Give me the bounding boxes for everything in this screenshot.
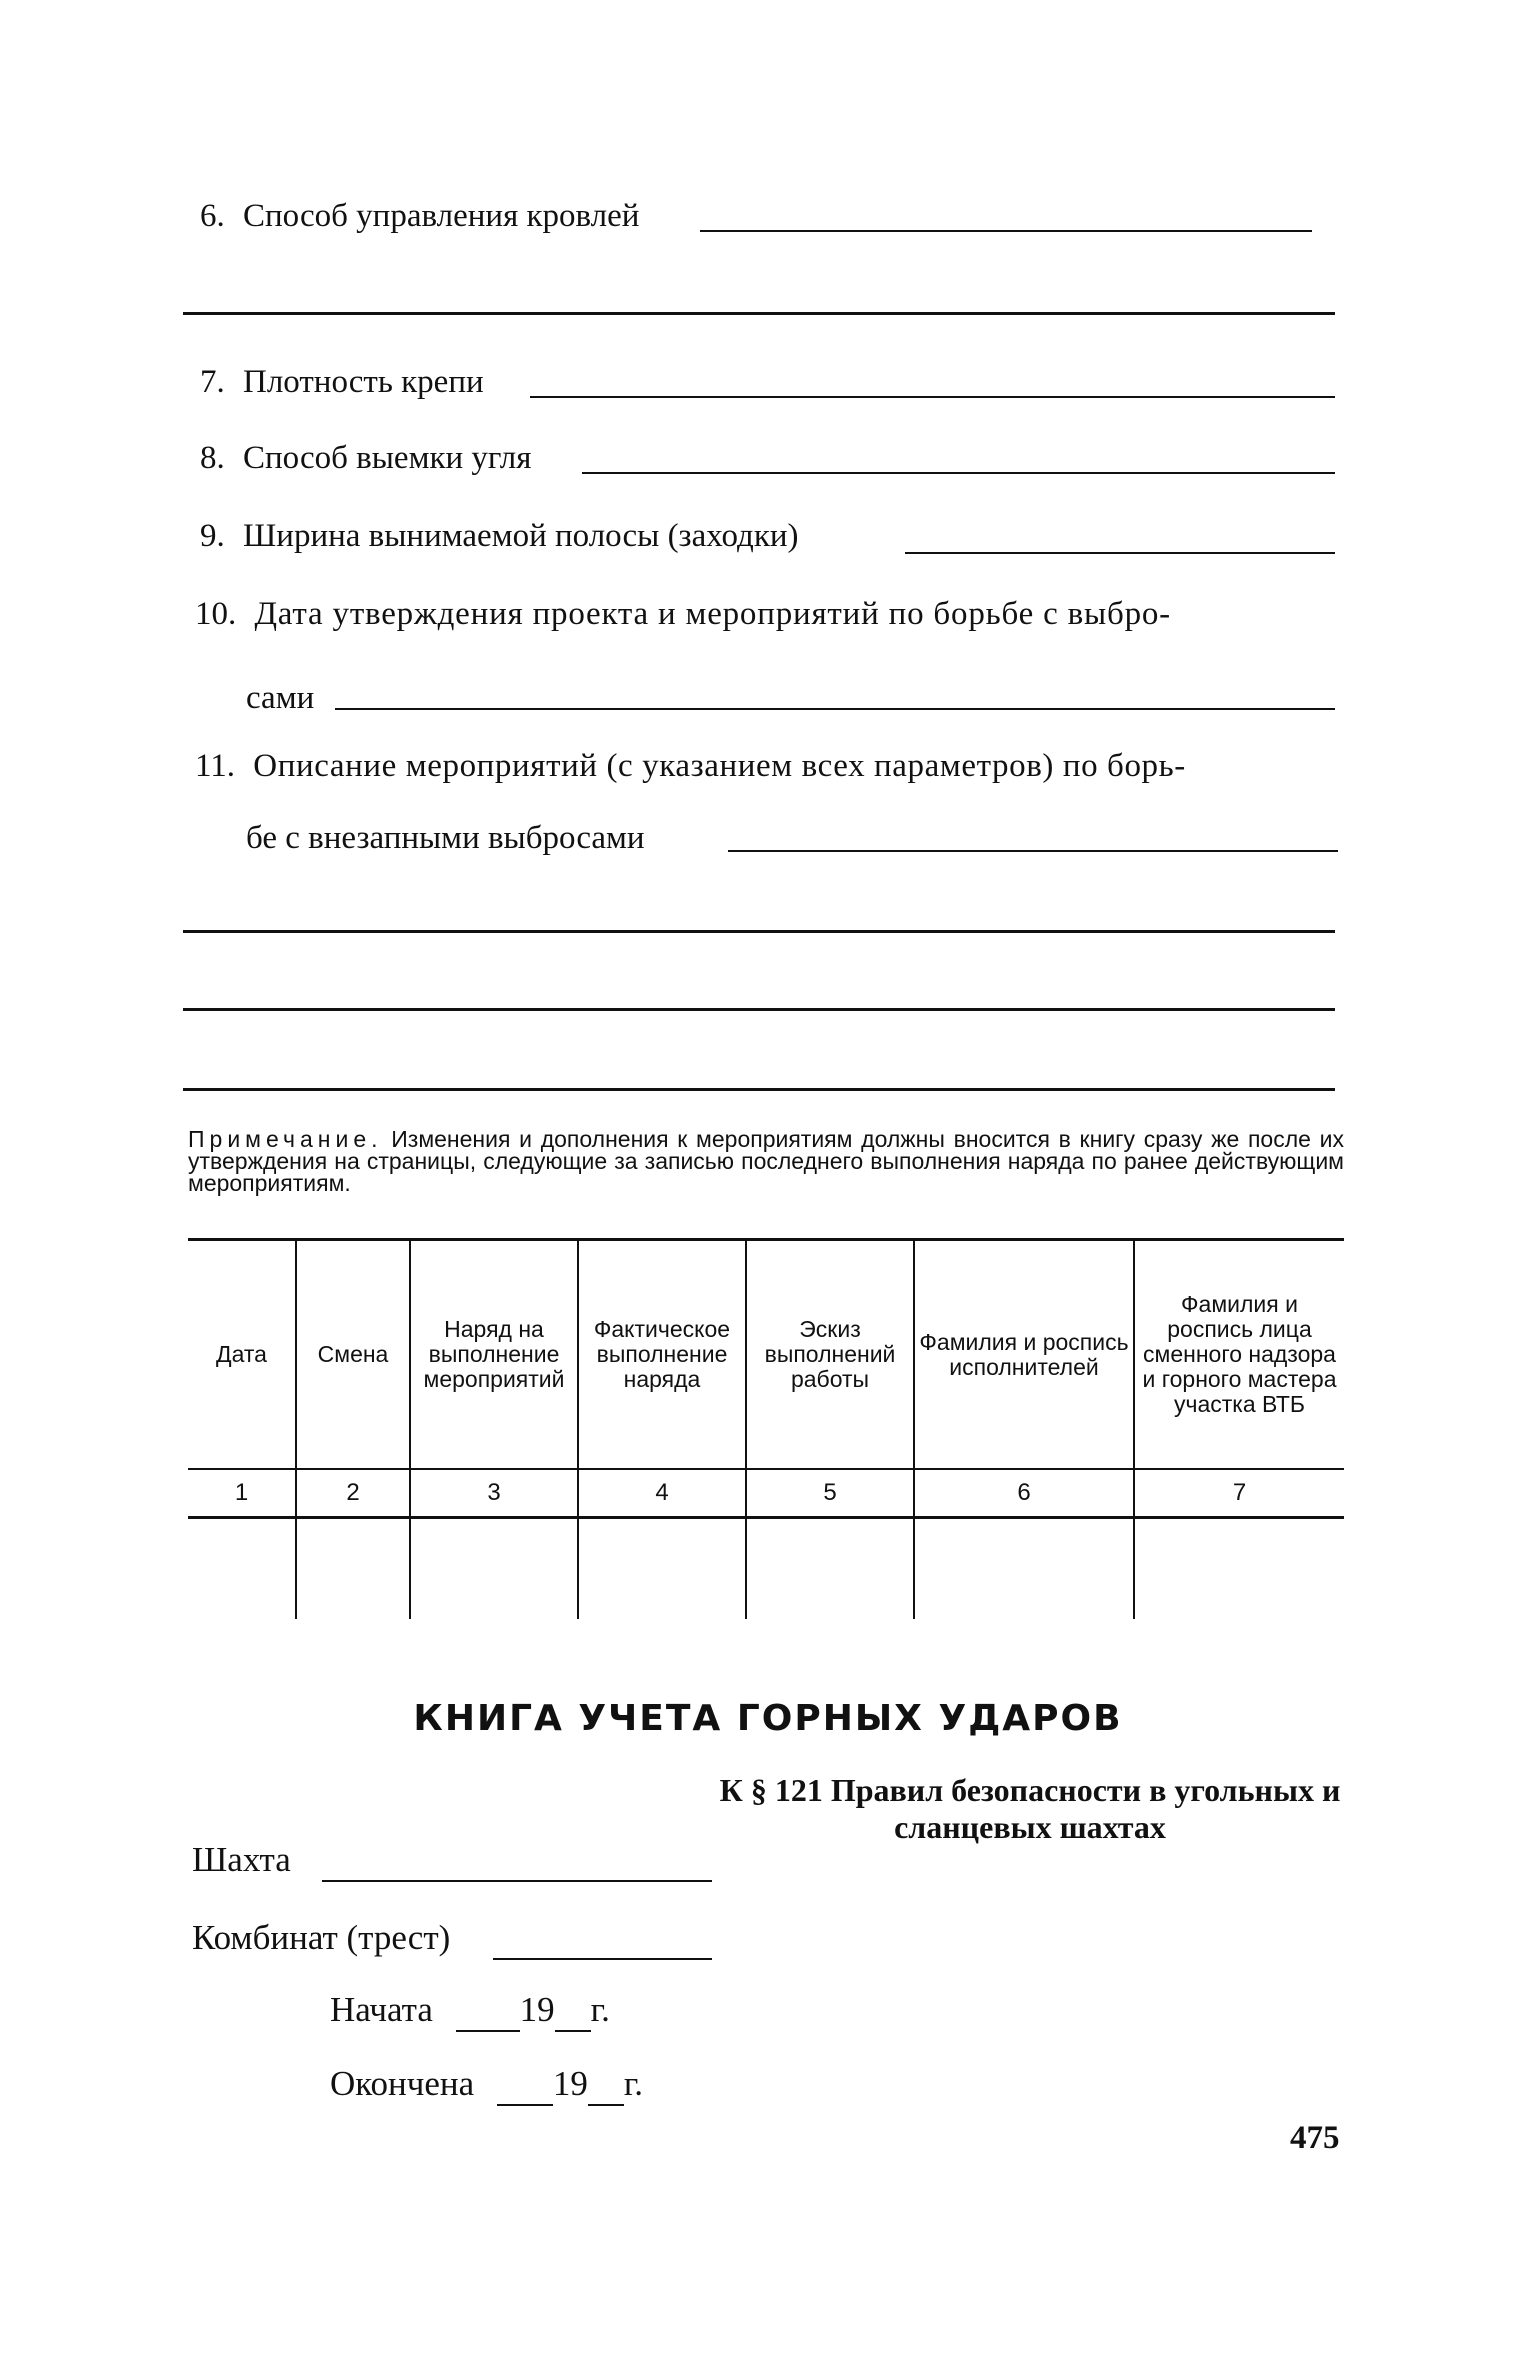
table-header-row [188,1240,1344,1470]
fill-line[interactable] [582,472,1335,474]
header-actual: Фактическое выполнение наряда [578,1240,746,1470]
item-11-continuation [246,818,645,858]
item-number: 6. [200,198,225,234]
blank-line[interactable] [183,930,1335,933]
column-number: 5 [746,1469,914,1518]
ended-year-line[interactable] [588,2064,624,2106]
fill-line[interactable] [905,552,1335,554]
note-text: Изменения и дополнения к мероприятиям должны вносится в книгу сразу же после их утверждения на страницы, следующие за записью последнего выполнения наряда по ранее действующим мероприятиям. [188,1126,1344,1196]
item-text-cont: сами [246,680,315,716]
column-number: 7 [1134,1469,1344,1518]
started-day-line[interactable] [456,1990,520,2032]
table-cell[interactable] [188,1518,296,1620]
table-row [188,1518,1344,1620]
item-number: 10. [195,596,237,632]
started-field [330,1990,610,2032]
table-cell[interactable] [1134,1518,1344,1620]
table-number-row [188,1469,1344,1518]
item-text: Способ выемки угля [243,440,532,476]
fill-line[interactable] [530,396,1335,398]
item-number: 9. [200,518,225,554]
item-11 [195,746,1186,786]
started-year-prefix: 19 [519,1990,555,2029]
header-shift: Смена [296,1240,410,1470]
item-text: Описание мероприятий (с указанием всех параметров) по борь- [253,748,1186,784]
started-year-suffix: г. [590,1990,610,2029]
fill-line[interactable] [335,708,1335,710]
log-table [188,1238,1344,1619]
ended-label: Окончена [330,2064,475,2103]
table-cell[interactable] [296,1518,410,1620]
rule-reference: К § 121 Правил безопасности в угольных и сланцевых шахтах [719,1772,1341,1845]
header-order: Наряд на выполнение мероприятий [410,1240,578,1470]
header-supervisor: Фамилия и роспись лица сменного надзора и горного мастера участка ВТБ [1134,1240,1344,1470]
item-8 [200,438,531,478]
item-9 [200,516,799,556]
page-number: 475 [1290,2120,1340,2156]
column-number: 3 [410,1469,578,1518]
fill-line[interactable] [728,850,1338,852]
table-cell[interactable] [410,1518,578,1620]
table-cell[interactable] [914,1518,1134,1620]
item-text-cont: бе с внезапными выбросами [246,820,645,856]
table-cell[interactable] [578,1518,746,1620]
blank-line[interactable] [183,1088,1335,1091]
ended-year-suffix: г. [623,2064,644,2103]
ended-year-prefix: 19 [552,2064,588,2103]
ended-field [330,2064,643,2106]
item-text: Способ управления кровлей [243,198,640,234]
combine-field [192,1918,450,1958]
table-cell[interactable] [746,1518,914,1620]
column-number: 1 [234,1479,249,1506]
mine-field [192,1840,291,1880]
started-label: Начата [330,1990,433,2029]
item-number: 7. [200,364,225,400]
header-sketch: Эскиз выполнений работы [746,1240,914,1470]
header-date: Дата [216,1341,267,1367]
note [188,1128,1344,1194]
combine-input-line[interactable] [493,1958,712,1960]
item-number: 11. [195,748,236,784]
item-7 [200,362,484,402]
item-text: Плотность крепи [243,364,484,400]
started-year-line[interactable] [555,1990,591,2032]
header-executors: Фамилия и роспись исполнителей [914,1240,1134,1470]
blank-line[interactable] [183,1008,1335,1011]
item-number: 8. [200,440,225,476]
item-6 [200,196,639,236]
mine-label: Шахта [192,1840,291,1879]
item-10-continuation [246,678,314,718]
item-text: Ширина вынимаемой полосы (заходки) [243,518,799,554]
mine-input-line[interactable] [322,1880,712,1882]
section-title: КНИГА УЧЕТА ГОРНЫХ УДАРОВ [413,1698,1123,1739]
blank-line[interactable] [183,312,1335,315]
fill-line[interactable] [700,230,1312,232]
note-lead: Примечание. [188,1126,383,1152]
column-number: 6 [914,1469,1134,1518]
column-number: 2 [296,1469,410,1518]
column-number: 4 [578,1469,746,1518]
ended-day-line[interactable] [497,2064,553,2106]
combine-label: Комбинат (трест) [192,1918,451,1957]
item-text: Дата утверждения проекта и мероприятий по борьбе с выбро- [254,596,1171,632]
item-10 [195,594,1171,634]
